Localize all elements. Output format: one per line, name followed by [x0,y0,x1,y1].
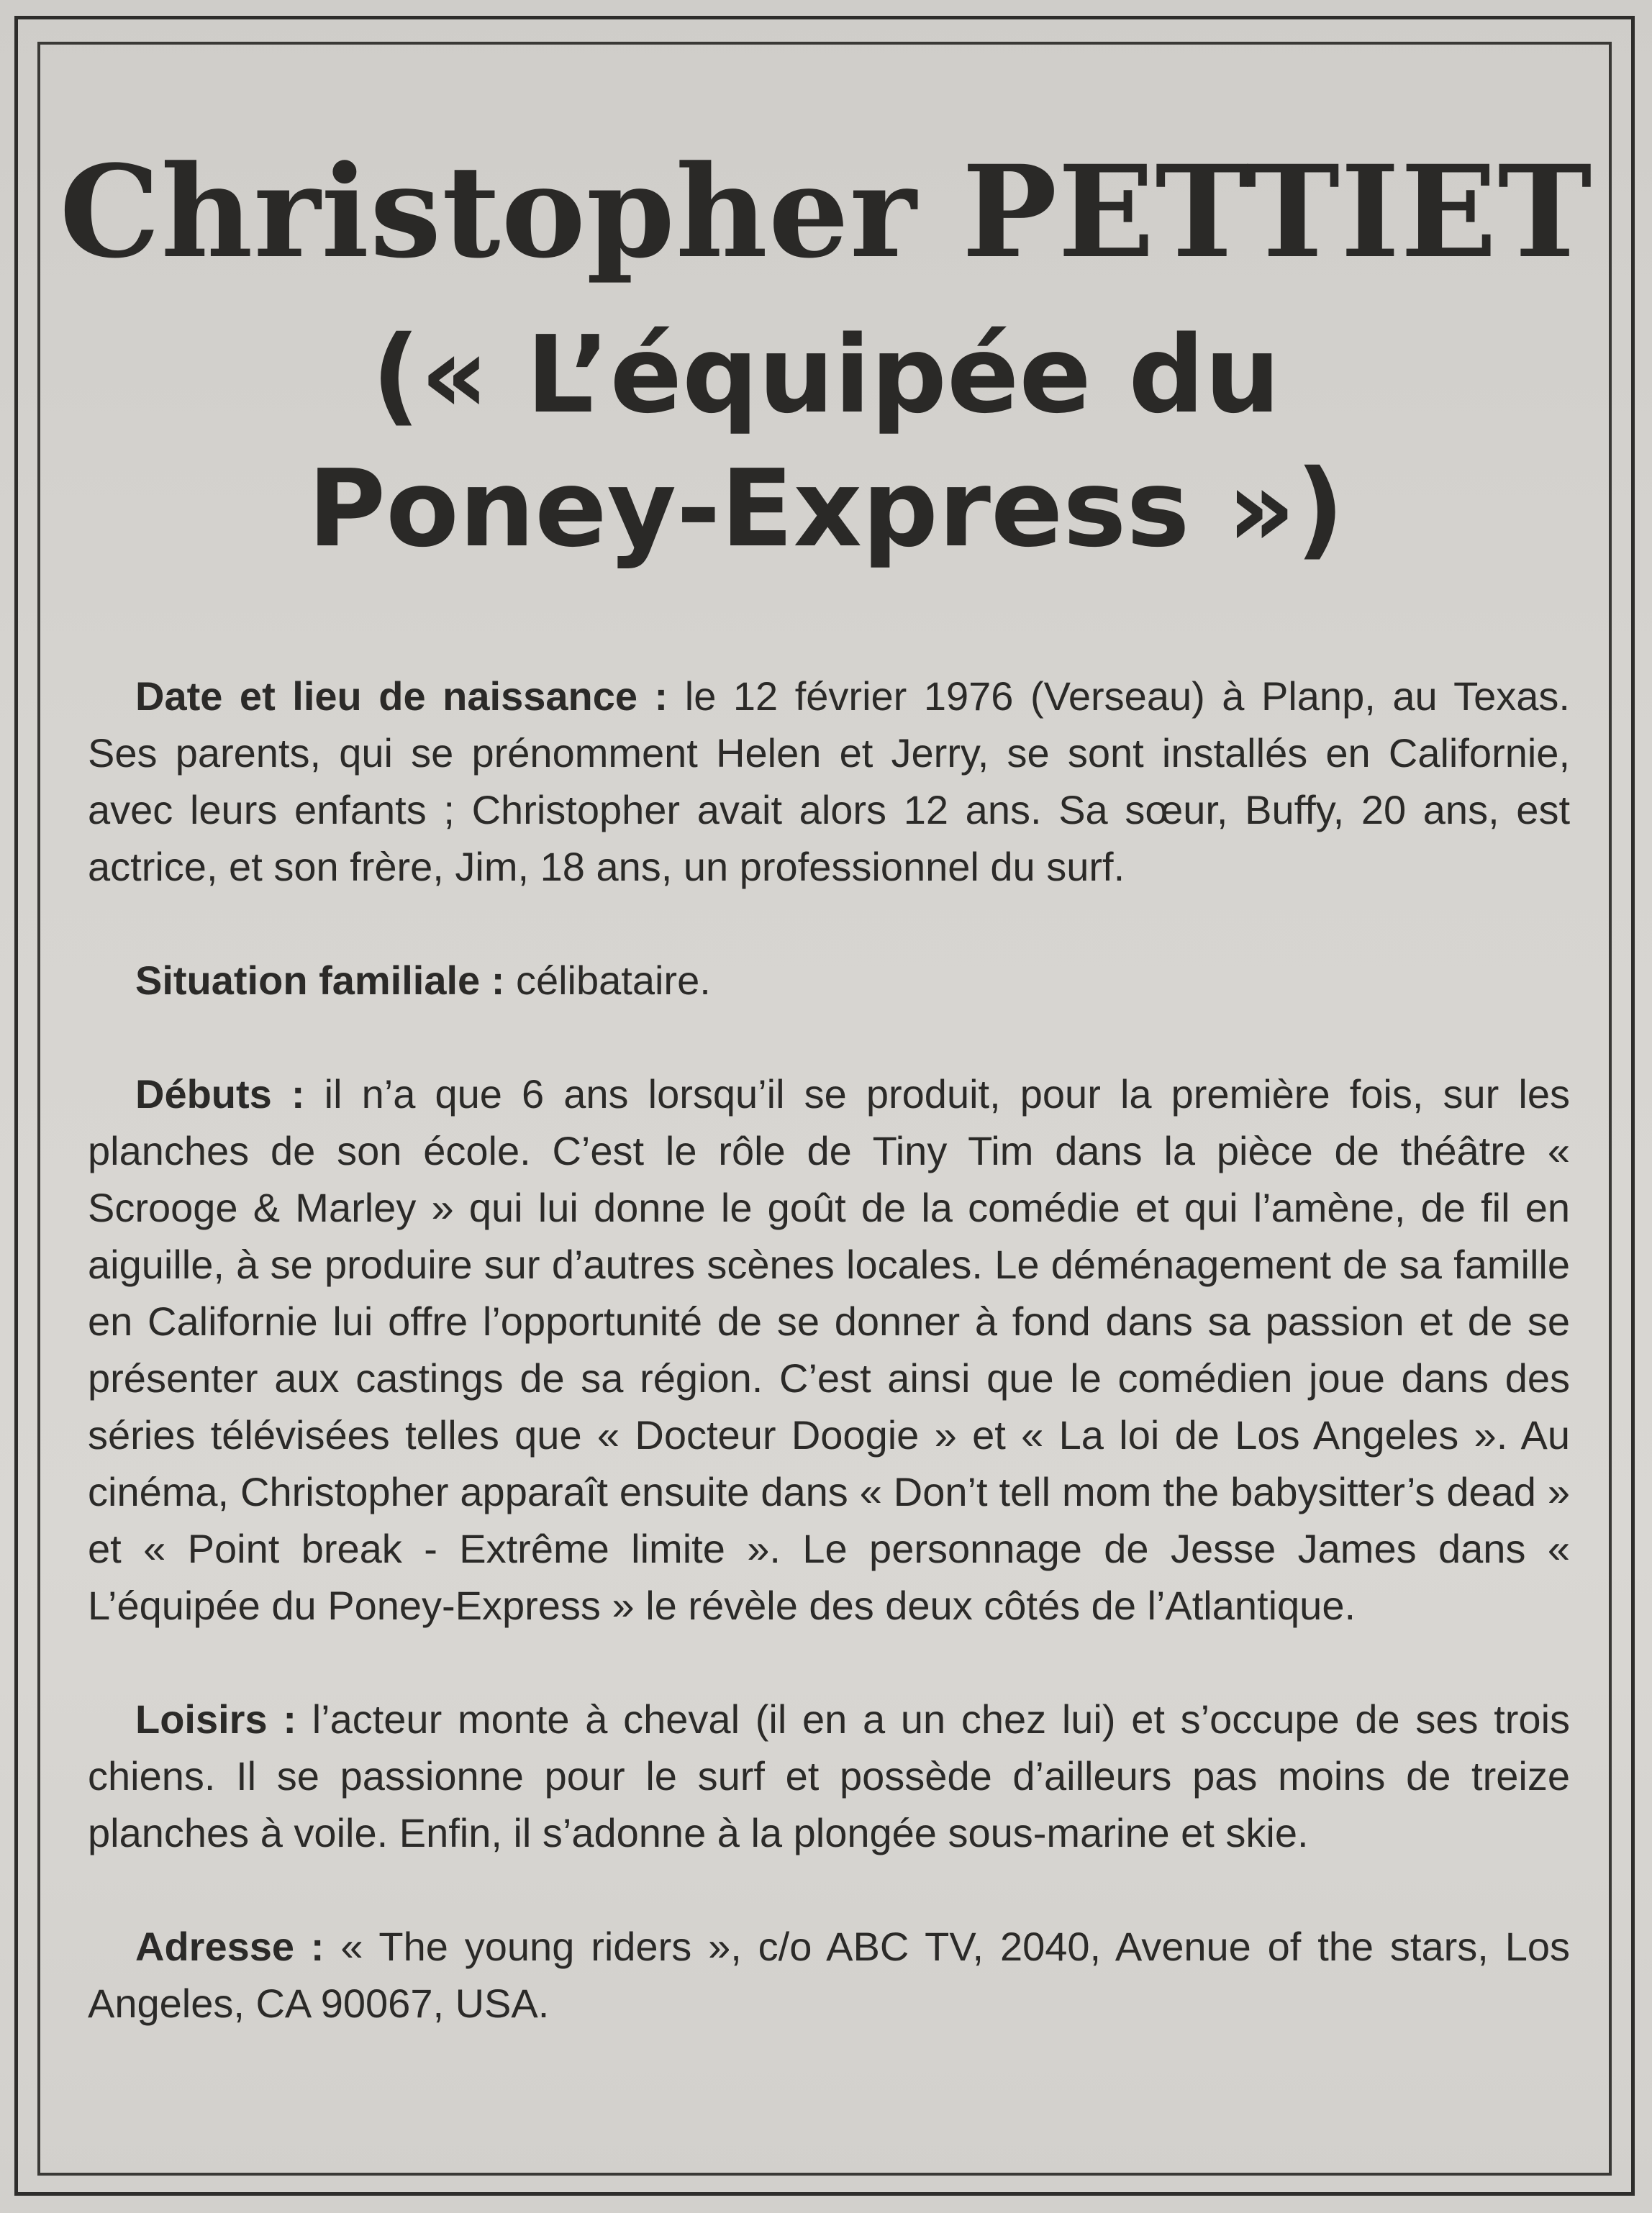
section-text: il n’a que 6 ans lorsqu’il se produit, pour la première fois, sur les planches de son école. C’est le rôle de Tiny Tim dans la pièce de théâtre « Scrooge & Marley » qui lui donne le goût de la comédie et qui l’amène, de fil en aiguille, à se produire sur d’autres scènes locales. Le déménagement de sa famille en Californie lui offre l’opportunité de se donner à fond dans sa passion et de se présenter aux castings de sa région. C’est ainsi que le comédien joue dans des séries télévisées telles que « Docteur Doogie » et « La loi de Los Angeles ». Au cinéma, Christopher apparaît ensuite dans « Don’t tell mom the babysitter’s dead » et « Point break - Extrême limite ». Le personnage de Jesse James dans « L’équipée du Poney-Express » le révèle des deux côtés de l’Atlantique. [88,1071,1570,1628]
person-name: Christopher PETTIET [59,137,1593,286]
article-body [88,668,1570,2032]
section-label: Débuts : [135,1071,305,1117]
title-block [0,137,1652,576]
section-text: célibataire. [515,958,711,1003]
show-title [0,308,1652,576]
section-label: Date et lieu de naissance : [135,673,668,719]
show-title-line-1: (« L’équipée du [371,313,1281,437]
section-birth [88,668,1570,895]
section-label: Situation familiale : [135,958,505,1003]
show-title-line-2: Poney-Express ») [307,447,1345,571]
section-address [88,1918,1570,2032]
section-text: l’acteur monte à cheval (il en a un chez lui) et s’occupe de ses trois chiens. Il se passionne pour le surf et possède d’ailleurs pas moins de treize planches à voile. Enfin, il s’adonne à la plongée sous-marine et skie. [88,1696,1571,1855]
section-text: le 12 février 1976 (Verseau) à Planp, au Texas. Ses parents, qui se prénomment Helen et Jerry, se sont installés en Californie, avec leurs enfants ; Christopher avait alors 12 ans. Sa sœur, Buffy, 20 ans, est actrice, et son frère, Jim, 18 ans, un professionnel du surf. [88,673,1570,889]
section-label: Loisirs : [135,1696,296,1742]
section-hobbies [88,1691,1570,1861]
section-label: Adresse : [135,1924,324,1969]
section-family [88,952,1570,1009]
section-text: « The young riders », c/o ABC TV, 2040, Avenue of the stars, Los Angeles, CA 90067, USA. [88,1924,1570,2026]
section-debuts [88,1065,1570,1634]
